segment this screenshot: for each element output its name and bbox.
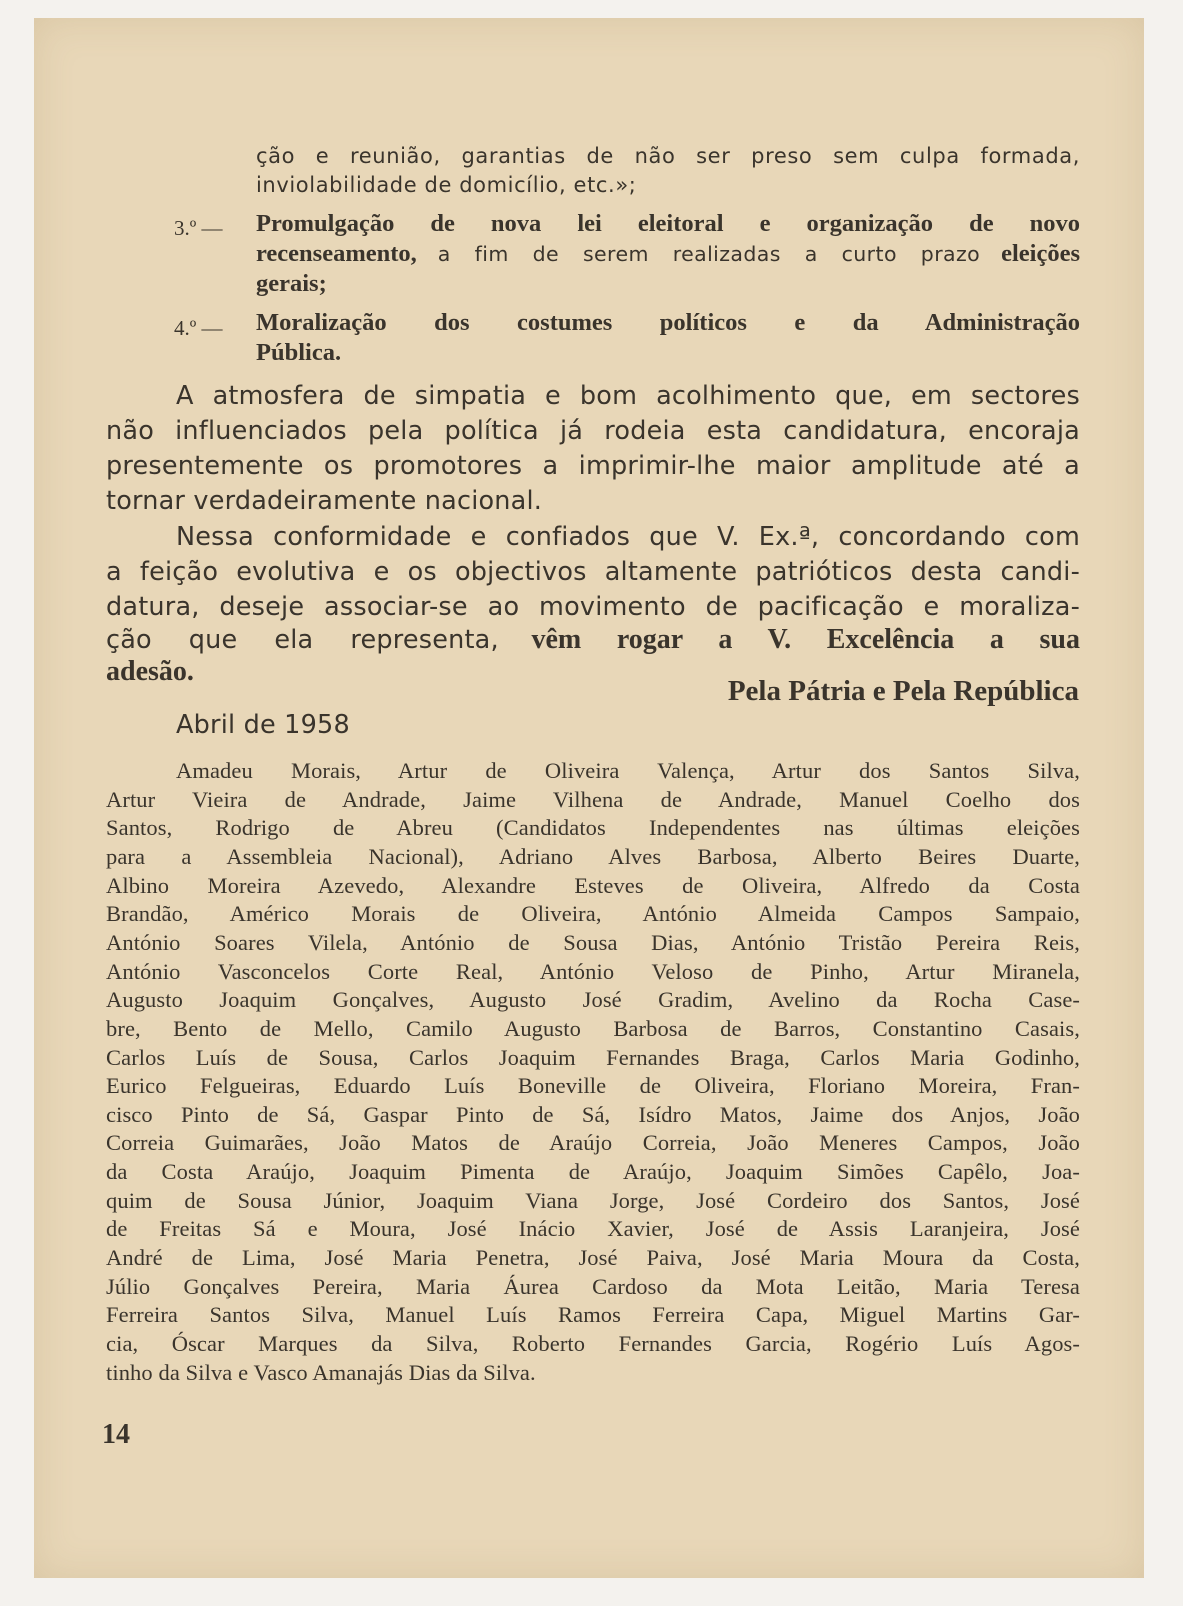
signatory-last-line: tinho da Silva e Vasco Amanajás Dias da Silva. xyxy=(106,1359,536,1385)
signatory-line: Santos, Rodrigo de Abreu (Candidatos Independentes nas últimas eleições xyxy=(106,815,1080,841)
point-3-bold-eleicoes: eleições xyxy=(1001,240,1081,267)
paragraph-1-line-4: tornar verdadeiramente nacional. xyxy=(106,486,543,516)
quote-line-2: inviolabilidade de domicílio, etc.»; xyxy=(256,173,637,197)
signatory-line: Ferreira Santos Silva, Manuel Luís Ramos Ferreira Capa, Miguel Martins Gar- xyxy=(106,1302,1080,1328)
signatory-line: António Vasconcelos Corte Real, António Veloso de Pinho, Artur Miranela, xyxy=(106,958,1080,984)
paragraph-2-line-1: Nessa conformidade e confiados que V. Ex.ª, concordando com xyxy=(176,522,1080,552)
signatory-line: da Costa Araújo, Joaquim Pimenta de Araújo, Joaquim Simões Capêlo, Joa- xyxy=(106,1159,1080,1185)
signatory-line: Júlio Gonçalves Pereira, Maria Áurea Cardoso da Mota Leitão, Maria Teresa xyxy=(106,1273,1080,1299)
signatory-line: quim de Sousa Júnior, Joaquim Viana Jorge, José Cordeiro dos Santos, José xyxy=(106,1187,1080,1213)
point-3-number: 3.º — xyxy=(174,216,223,240)
page-number: 14 xyxy=(102,1419,130,1450)
paragraph-2-line-2: a feição evolutiva e os objectivos altamente patrióticos desta candi- xyxy=(106,557,1080,587)
signatory-line: Augusto Joaquim Gonçalves, Augusto José Gradim, Avelino da Rocha Case- xyxy=(106,987,1080,1013)
signatory-line: António Soares Vilela, António de Sousa Dias, António Tristão Pereira Reis, xyxy=(106,929,1080,955)
signatory-line: para a Assembleia Nacional), Adriano Alves Barbosa, Alberto Beires Duarte, xyxy=(106,843,1080,869)
date: Abril de 1958 xyxy=(176,710,350,740)
signatory-line: André de Lima, José Maria Penetra, José Paiva, José Maria Moura da Costa, xyxy=(106,1245,1080,1271)
signatory-line: Carlos Luís de Sousa, Carlos Joaquim Fernandes Braga, Carlos Maria Godinho, xyxy=(106,1044,1080,1070)
motto: Pela Pátria e Pela República xyxy=(727,675,1079,707)
paragraph-2-line-3: datura, deseje associar-se ao movimento de pacificação e moraliza- xyxy=(106,592,1080,622)
signatory-line: de Freitas Sá e Moura, José Inácio Xavier, José de Assis Laranjeira, José xyxy=(106,1216,1080,1242)
point-3-normal-text: a fim de serem realizadas a curto prazo xyxy=(437,242,981,266)
point-3-line-1: Promulgação de nova lei eleitoral e organização de novo xyxy=(256,210,1080,237)
signatory-line: Correia Guimarães, João Matos de Araújo Correia, João Meneres Campos, João xyxy=(106,1130,1080,1156)
signatory-line: cisco Pinto de Sá, Gaspar Pinto de Sá, Isídro Matos, Jaime dos Anjos, João xyxy=(106,1101,1080,1127)
paragraph-2-bold-request: vêm rogar a V. Excelência a sua xyxy=(531,624,1081,655)
point-4-number: 4.º — xyxy=(174,316,223,340)
signatory-line: Brandão, Américo Morais de Oliveira, António Almeida Campos Sampaio, xyxy=(106,901,1080,927)
point-3-line-3: gerais; xyxy=(256,270,327,297)
paragraph-1-line-2: não influenciados pela política já rodeia esta candidatura, encoraja xyxy=(106,416,1080,446)
quote-line-1: ção e reunião, garantias de não ser preso sem culpa formada, xyxy=(256,144,1080,168)
point-3-line-2 xyxy=(256,240,1080,268)
signatory-line: bre, Bento de Mello, Camilo Augusto Barbosa de Barros, Constantino Casais, xyxy=(106,1015,1080,1041)
paragraph-2-line-4 xyxy=(106,624,1080,656)
signatory-line: Eurico Felgueiras, Eduardo Luís Boneville de Oliveira, Floriano Moreira, Fran- xyxy=(106,1073,1080,1099)
signatory-line: Amadeu Morais, Artur de Oliveira Valença, Artur dos Santos Silva, xyxy=(176,758,1080,783)
point-4-line-1: Moralização dos costumes políticos e da Administração xyxy=(256,309,1080,336)
paragraph-1-line-3: presentemente os promotores a imprimir-lhe maior amplitude até a xyxy=(106,451,1080,481)
signatory-line: cia, Óscar Marques da Silva, Roberto Fernandes Garcia, Rogério Luís Agos- xyxy=(106,1331,1080,1356)
point-3-bold-recenseamento: recenseamento, xyxy=(256,240,417,267)
signatory-line: Artur Vieira de Andrade, Jaime Vilhena de Andrade, Manuel Coelho dos xyxy=(106,786,1080,812)
signatory-line: Albino Moreira Azevedo, Alexandre Esteves de Oliveira, Alfredo da Costa xyxy=(106,872,1080,898)
point-4-line-2: Pública. xyxy=(256,339,342,366)
paragraph-2-adesao: adesão. xyxy=(106,656,194,687)
paragraph-1-line-1: A atmosfera de simpatia e bom acolhimento que, em sectores xyxy=(176,381,1080,411)
paragraph-2-normal-text: ção que ela representa, xyxy=(106,625,499,655)
